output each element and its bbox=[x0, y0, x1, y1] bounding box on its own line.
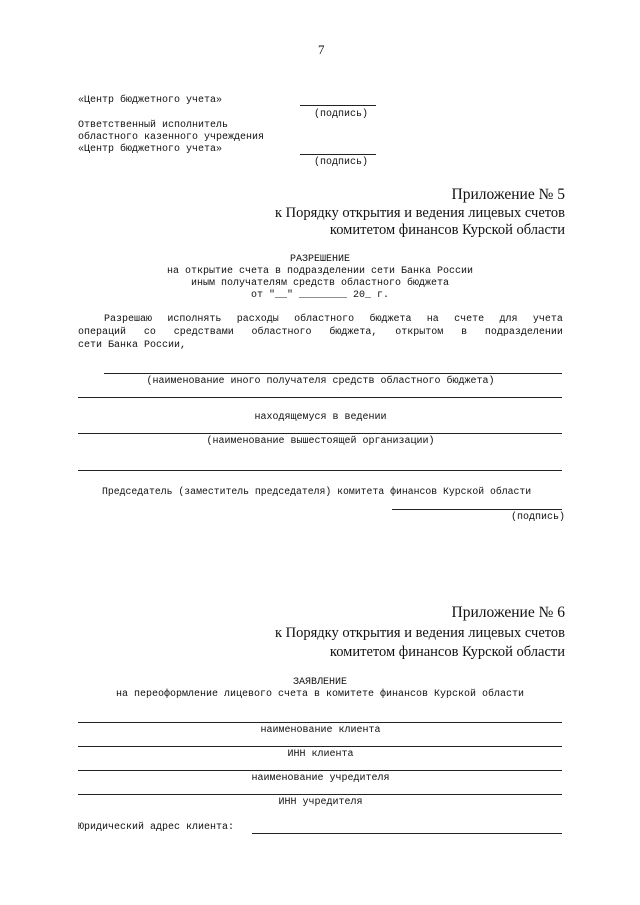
executor-label: Ответственный исполнитель bbox=[78, 120, 229, 131]
recipient-name-line bbox=[104, 373, 562, 374]
client-name-caption: наименование клиента bbox=[260, 725, 381, 736]
appendix5-line1: к Порядку открытия и ведения лицевых счетов bbox=[274, 205, 565, 221]
center-label-2: «Центр бюджетного учета» bbox=[78, 144, 223, 155]
word: открытом bbox=[395, 327, 444, 338]
chairman-label: Председатель (заместитель председателя) комитета финансов Курской области bbox=[102, 486, 532, 497]
founder-name-caption: наименование учредителя bbox=[251, 773, 390, 784]
word: расходы bbox=[236, 314, 279, 325]
word: средствами bbox=[173, 327, 234, 338]
appendix5-title: Приложение № 5 bbox=[451, 186, 565, 203]
institution-label: областного казенного учреждения bbox=[78, 132, 265, 143]
client-address-label: Юридический адрес клиента: bbox=[78, 822, 235, 833]
word: для bbox=[499, 314, 518, 325]
permit-paragraph-line-2 bbox=[78, 327, 563, 339]
word: подразделении bbox=[484, 327, 563, 338]
client-name-line bbox=[78, 722, 562, 723]
word: учета bbox=[532, 314, 563, 325]
permit-subtitle-2: иным получателям средств областного бюджета bbox=[190, 278, 450, 289]
recipient-name-line-2 bbox=[78, 397, 562, 398]
signature-caption: (подпись) bbox=[314, 109, 369, 120]
word: со bbox=[143, 327, 156, 338]
permit-subtitle-1: на открытие счета в подразделении сети Банка России bbox=[166, 266, 474, 277]
permit-date: от "__" ________ 20_ г. bbox=[250, 290, 390, 301]
application-title: ЗАЯВЛЕНИЕ bbox=[292, 677, 347, 688]
recipient-name-caption: (наименование иного получателя средств областного бюджета) bbox=[146, 376, 495, 387]
client-address-line bbox=[252, 833, 562, 834]
word: областного bbox=[251, 327, 312, 338]
word: операций bbox=[78, 327, 127, 338]
permit-title: РАЗРЕШЕНИЕ bbox=[289, 254, 350, 265]
subordination-label: находящемуся в ведении bbox=[254, 412, 387, 423]
page-number: 7 bbox=[318, 42, 325, 57]
client-inn-line bbox=[78, 746, 562, 747]
word: в bbox=[461, 327, 468, 338]
client-inn-caption: ИНН клиента bbox=[287, 749, 354, 760]
appendix6-title: Приложение № 6 bbox=[451, 604, 565, 621]
appendix6-line2: комитетом финансов Курской области bbox=[329, 644, 565, 660]
word: бюджета, bbox=[329, 327, 378, 338]
permit-paragraph-line-3: сети Банка России, bbox=[78, 340, 187, 351]
appendix6-line1: к Порядку открытия и ведения лицевых счетов bbox=[274, 625, 565, 641]
chairman-signature-line bbox=[392, 509, 562, 510]
signature-line bbox=[300, 154, 376, 155]
center-label: «Центр бюджетного учета» bbox=[78, 95, 223, 106]
signature-line bbox=[300, 105, 376, 106]
founder-inn-line bbox=[78, 794, 562, 795]
founder-name-line bbox=[78, 770, 562, 771]
signature-caption: (подпись) bbox=[511, 512, 566, 523]
parent-org-line bbox=[78, 433, 562, 434]
parent-org-line-2 bbox=[78, 470, 562, 471]
permit-paragraph-line-1 bbox=[104, 314, 563, 326]
founder-inn-caption: ИНН учредителя bbox=[278, 797, 363, 808]
word: бюджета bbox=[369, 314, 412, 325]
word: счете bbox=[454, 314, 485, 325]
word: Разрешаю bbox=[104, 314, 153, 325]
parent-org-caption: (наименование вышестоящей организации) bbox=[206, 436, 435, 447]
word: на bbox=[426, 314, 439, 325]
word: областного bbox=[294, 314, 355, 325]
appendix5-line2: комитетом финансов Курской области bbox=[329, 222, 565, 238]
word: исполнять bbox=[167, 314, 222, 325]
application-subtitle: на переоформление лицевого счета в комитете финансов Курской области bbox=[115, 689, 525, 700]
signature-caption: (подпись) bbox=[314, 157, 369, 168]
